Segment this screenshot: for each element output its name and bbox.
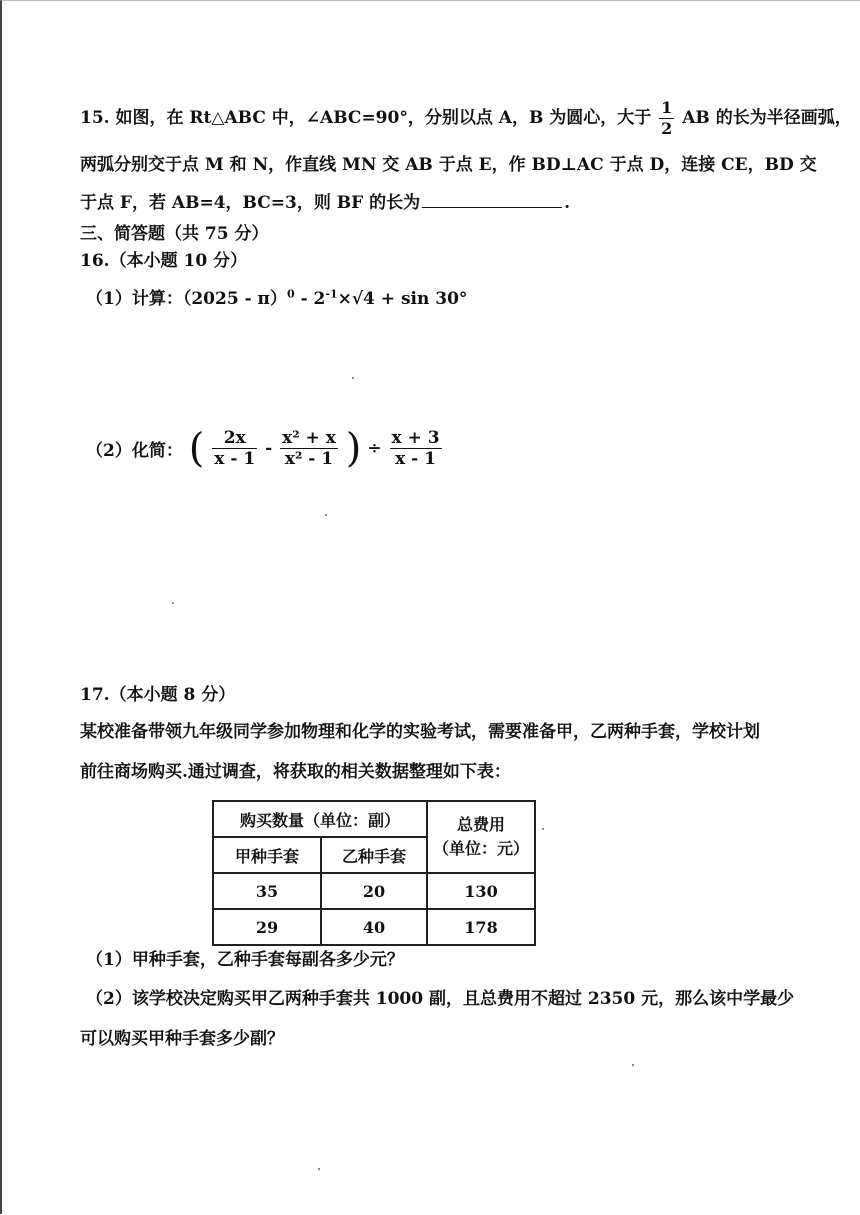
q16-divide-sign: ÷ xyxy=(367,438,382,459)
scan-speck xyxy=(318,1168,320,1170)
q16-f1-numerator: 2x xyxy=(212,428,257,449)
table-row xyxy=(213,873,535,909)
q16-expr-a: （2025 - π） xyxy=(182,289,287,309)
q16-f2-denominator: x² - 1 xyxy=(284,449,334,469)
scan-speck xyxy=(352,377,354,379)
q16-expr-c: ×√4 + sin 30° xyxy=(337,289,468,309)
table-total-header-line2: （单位：元） xyxy=(432,839,529,858)
table-total-header xyxy=(427,801,535,873)
q16-f3-numerator: x + 3 xyxy=(391,428,440,448)
q15-answer-blank xyxy=(422,193,562,208)
table-total-header-line1: 总费用 xyxy=(456,815,505,834)
scan-speck xyxy=(325,514,327,516)
q16-fraction-1 xyxy=(212,428,257,469)
q15-half-denominator: 2 xyxy=(661,119,673,138)
table-cell: 130 xyxy=(427,873,535,909)
q15-half-numerator: 1 xyxy=(661,98,673,117)
q16-exp-zero: 0 xyxy=(287,287,295,301)
q16-part2-label: （2）化简： xyxy=(86,441,183,461)
q17-header: 17.（本小题 8 分） xyxy=(80,685,236,705)
q16-right-paren: ) xyxy=(345,425,362,472)
q15-line1-pre: 15. 如图，在 Rt△ABC 中，∠ABC=90°，分别以点 A，B 为圆心，大于 xyxy=(80,108,652,128)
table-col-a-header: 甲种手套 xyxy=(213,837,321,873)
table-row xyxy=(213,801,535,837)
q16-left-paren: ( xyxy=(188,425,205,472)
q16-part1-label: （1）计算： xyxy=(86,289,183,309)
table-col-b-header: 乙种手套 xyxy=(321,837,427,873)
q16-exp-neg1: -1 xyxy=(325,287,338,301)
table-cell: 20 xyxy=(321,873,427,909)
q17-sub-question-2-line1: （2）该学校决定购买甲乙两种手套共 1000 副，且总费用不超过 2350 元，那么该中学最少 xyxy=(86,989,795,1009)
table-cell: 35 xyxy=(213,873,321,909)
q16-f2-numerator: x² + x xyxy=(282,428,336,448)
table-cell: 178 xyxy=(427,909,535,945)
q17-paragraph-2: 前往商场购买.通过调查，将获取的相关数据整理如下表： xyxy=(80,762,511,782)
q16-fraction-2 xyxy=(280,428,338,469)
q17-paragraph-1: 某校准备带领九年级同学参加物理和化学的实验考试，需要准备甲，乙两种手套，学校计划 xyxy=(80,722,760,742)
q15-line3-pre: 于点 F，若 AB=4，BC=3，则 BF 的长为 xyxy=(80,193,421,213)
scan-speck xyxy=(632,1064,634,1066)
scan-speck xyxy=(542,828,544,830)
q16-part2 xyxy=(86,425,444,472)
section3-heading: 三、简答题（共 75 分） xyxy=(80,224,269,244)
q17-sub-question-2-line2: 可以购买甲种手套多少副？ xyxy=(80,1029,284,1049)
q15-line2: 两弧分别交于点 M 和 N，作直线 MN 交 AB 于点 E，作 BD⊥AC 于点 D，连接 CE，BD 交 xyxy=(80,155,817,175)
q16-f3-denominator: x - 1 xyxy=(395,449,436,469)
q15-half-fraction xyxy=(659,98,674,139)
q15-line3-post: . xyxy=(564,193,571,213)
q16-header: 16.（本小题 10 分） xyxy=(80,251,248,271)
q15-line1 xyxy=(80,98,852,139)
scan-speck xyxy=(172,602,174,604)
table-cell: 29 xyxy=(213,909,321,945)
q17-sub-question-1: （1）甲种手套，乙种手套每副各多少元？ xyxy=(86,950,404,970)
q15-line1-post: AB 的长为半径画弧， xyxy=(682,108,852,128)
table-cell: 40 xyxy=(321,909,427,945)
q16-f1-denominator: x - 1 xyxy=(214,449,256,469)
q16-expr-b: - 2 xyxy=(294,289,326,309)
table-row xyxy=(213,909,535,945)
q15-line3 xyxy=(80,188,570,213)
q16-minus-sign: - xyxy=(265,438,273,459)
q16-part1 xyxy=(86,284,467,309)
q16-fraction-3 xyxy=(390,428,442,469)
q17-price-table xyxy=(212,800,536,946)
table-group-header: 购买数量（单位：副） xyxy=(213,801,427,837)
